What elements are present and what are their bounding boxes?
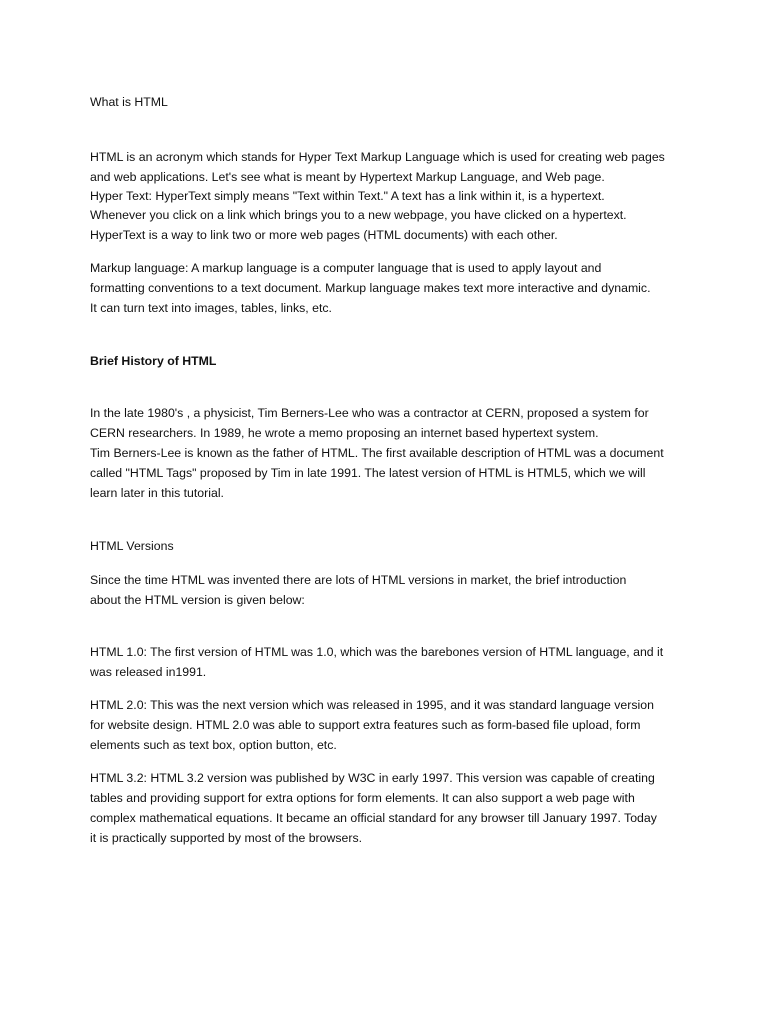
paragraph-line: HTML is an acronym which stands for Hyper Text Markup Language which is used for creating web pages <box>90 150 665 164</box>
paragraph-line: HyperText is a way to link two or more web pages (HTML documents) with each other. <box>90 228 558 242</box>
paragraph-line: called "HTML Tags" proposed by Tim in late 1991. The latest version of HTML is HTML5, which we will <box>90 466 646 480</box>
paragraph-line: It can turn text into images, tables, links, etc. <box>90 301 332 315</box>
paragraph-line: Markup language: A markup language is a computer language that is used to apply layout and <box>90 261 602 275</box>
paragraph-line: Hyper Text: HyperText simply means "Text within Text." A text has a link within it, is a hypertext. <box>90 189 605 203</box>
paragraph-line: learn later in this tutorial. <box>90 486 224 500</box>
paragraph-line: Since the time HTML was invented there are lots of HTML versions in market, the brief introduction <box>90 573 627 587</box>
heading-brief-history: Brief History of HTML <box>90 354 217 368</box>
paragraph-line: and web applications. Let's see what is meant by Hypertext Markup Language, and Web page. <box>90 170 605 184</box>
paragraph-line: HTML 1.0: The first version of HTML was 1.0, which was the barebones version of HTML language, and it <box>90 645 664 659</box>
heading-what-is-html: What is HTML <box>90 95 168 109</box>
paragraph-line: tables and providing support for extra options for form elements. It can also support a web page with <box>90 791 635 805</box>
paragraph-line: In the late 1980's , a physicist, Tim Berners-Lee who was a contractor at CERN, proposed a system for <box>90 406 649 420</box>
paragraph-line: HTML 2.0: This was the next version which was released in 1995, and it was standard language version <box>90 698 654 712</box>
paragraph-line: elements such as text box, option button, etc. <box>90 738 337 752</box>
paragraph-line: it is practically supported by most of the browsers. <box>90 831 363 845</box>
paragraph-line: was released in1991. <box>90 665 207 679</box>
paragraph-line: complex mathematical equations. It became an official standard for any browser till January 1997. Today <box>90 811 657 825</box>
paragraph-line: Whenever you click on a link which brings you to a new webpage, you have clicked on a hypertext. <box>90 208 627 222</box>
paragraph-line: about the HTML version is given below: <box>90 593 305 607</box>
paragraph-line: Tim Berners-Lee is known as the father of HTML. The first available description of HTML was a document <box>90 446 664 460</box>
paragraph-line: for website design. HTML 2.0 was able to support extra features such as form-based file upload, form <box>90 718 641 732</box>
paragraph-line: HTML 3.2: HTML 3.2 version was published by W3C in early 1997. This version was capable of creating <box>90 771 655 785</box>
paragraph-line: CERN researchers. In 1989, he wrote a memo proposing an internet based hypertext system. <box>90 426 599 440</box>
paragraph-line: formatting conventions to a text document. Markup language makes text more interactive and dynamic. <box>90 281 651 295</box>
heading-html-versions: HTML Versions <box>90 539 174 553</box>
